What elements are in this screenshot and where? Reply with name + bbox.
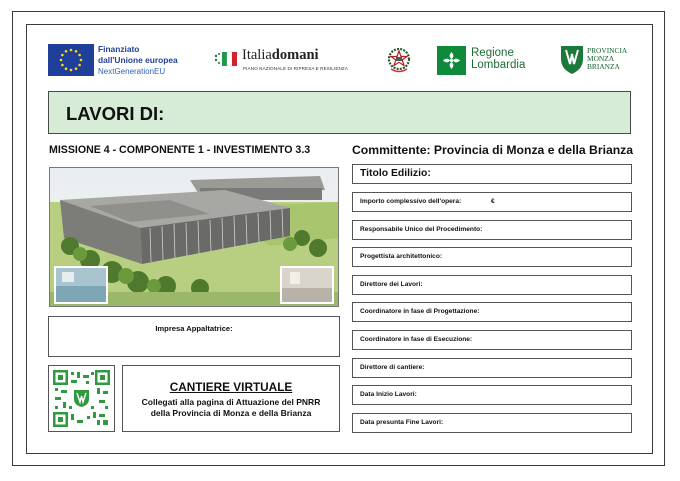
field-label: Coordinatore in fase di Progettazione: (360, 308, 480, 315)
field-label: Data Inizio Lavori: (360, 391, 417, 398)
project-render-image (49, 167, 339, 307)
field-importo (352, 192, 632, 212)
impresa-box (48, 316, 340, 357)
qr-code-icon (53, 370, 110, 427)
cantiere-heading[interactable]: CANTIERE VIRTUALE (169, 380, 293, 394)
field-titolo-edilizio (352, 164, 632, 184)
field-direttore-cantiere (352, 358, 632, 378)
field-coord-esecuzione (352, 330, 632, 350)
euro-symbol: € (491, 198, 495, 205)
field-label: Responsabile Unico del Procedimento: (360, 226, 483, 233)
field-label: Titolo Edilizio: (360, 168, 431, 179)
cantiere-virtuale-box[interactable] (122, 365, 340, 432)
field-label: Data presunta Fine Lavori: (360, 419, 444, 426)
provincia-shield-icon (560, 44, 584, 75)
eu-flag-icon (48, 44, 94, 76)
field-progettista (352, 247, 632, 267)
italia-prefix: Italia (242, 47, 272, 63)
field-label: Direttore di cantiere: (360, 364, 425, 371)
qr-code[interactable] (48, 365, 115, 432)
eu-line-2: dall'Unione europea (98, 55, 178, 65)
mission-label: MISSIONE 4 - COMPONENTE 1 - INVESTIMENTO 3.3 (49, 144, 311, 156)
regione-line-2: Lombardia (471, 59, 526, 71)
italian-emblem-icon (386, 44, 412, 76)
italia-domani-name (242, 47, 319, 64)
italia-suffix: domani (271, 47, 319, 63)
field-coord-progettazione (352, 302, 632, 322)
field-label: Direttore dei Lavori: (360, 281, 423, 288)
provincia-text (587, 47, 627, 72)
provincia-line-2: MONZA (587, 54, 615, 64)
field-data-inizio (352, 385, 632, 405)
field-data-fine (352, 413, 632, 433)
field-responsabile (352, 220, 632, 240)
italia-domani-subtitle: PIANO NAZIONALE DI RIPRESA E RESILIENZA (243, 66, 348, 71)
italia-domani-icon (213, 50, 239, 68)
cantiere-line-2: della Provincia di Monza e della Brianza (150, 408, 312, 418)
regione-lombardia-icon (437, 46, 466, 75)
eu-line-3: NextGenerationEU (98, 67, 166, 76)
provincia-line-1: PROVINCIA (587, 46, 628, 55)
provincia-line-3: BRIANZA (587, 62, 620, 72)
eu-line-1: Finanziato (98, 44, 140, 54)
regione-lombardia-text (471, 47, 525, 71)
cantiere-line-1: Collegati alla pagina di Attuazione del PNRR (141, 397, 321, 407)
field-label: Importo complessivo dell'opera: (360, 198, 462, 205)
title-box (48, 91, 631, 134)
field-direttore-lavori (352, 275, 632, 295)
field-label: Progettista architettonico: (360, 253, 443, 260)
committente-label: Committente: Provincia di Monza e della Brianza (352, 143, 634, 157)
field-label: Coordinatore in fase di Esecuzione: (360, 336, 473, 343)
eu-funding-text (98, 44, 178, 77)
page-title: LAVORI DI: (66, 103, 165, 124)
regione-line-1: Regione (471, 47, 514, 59)
impresa-label: Impresa Appaltatrice: (155, 324, 233, 333)
